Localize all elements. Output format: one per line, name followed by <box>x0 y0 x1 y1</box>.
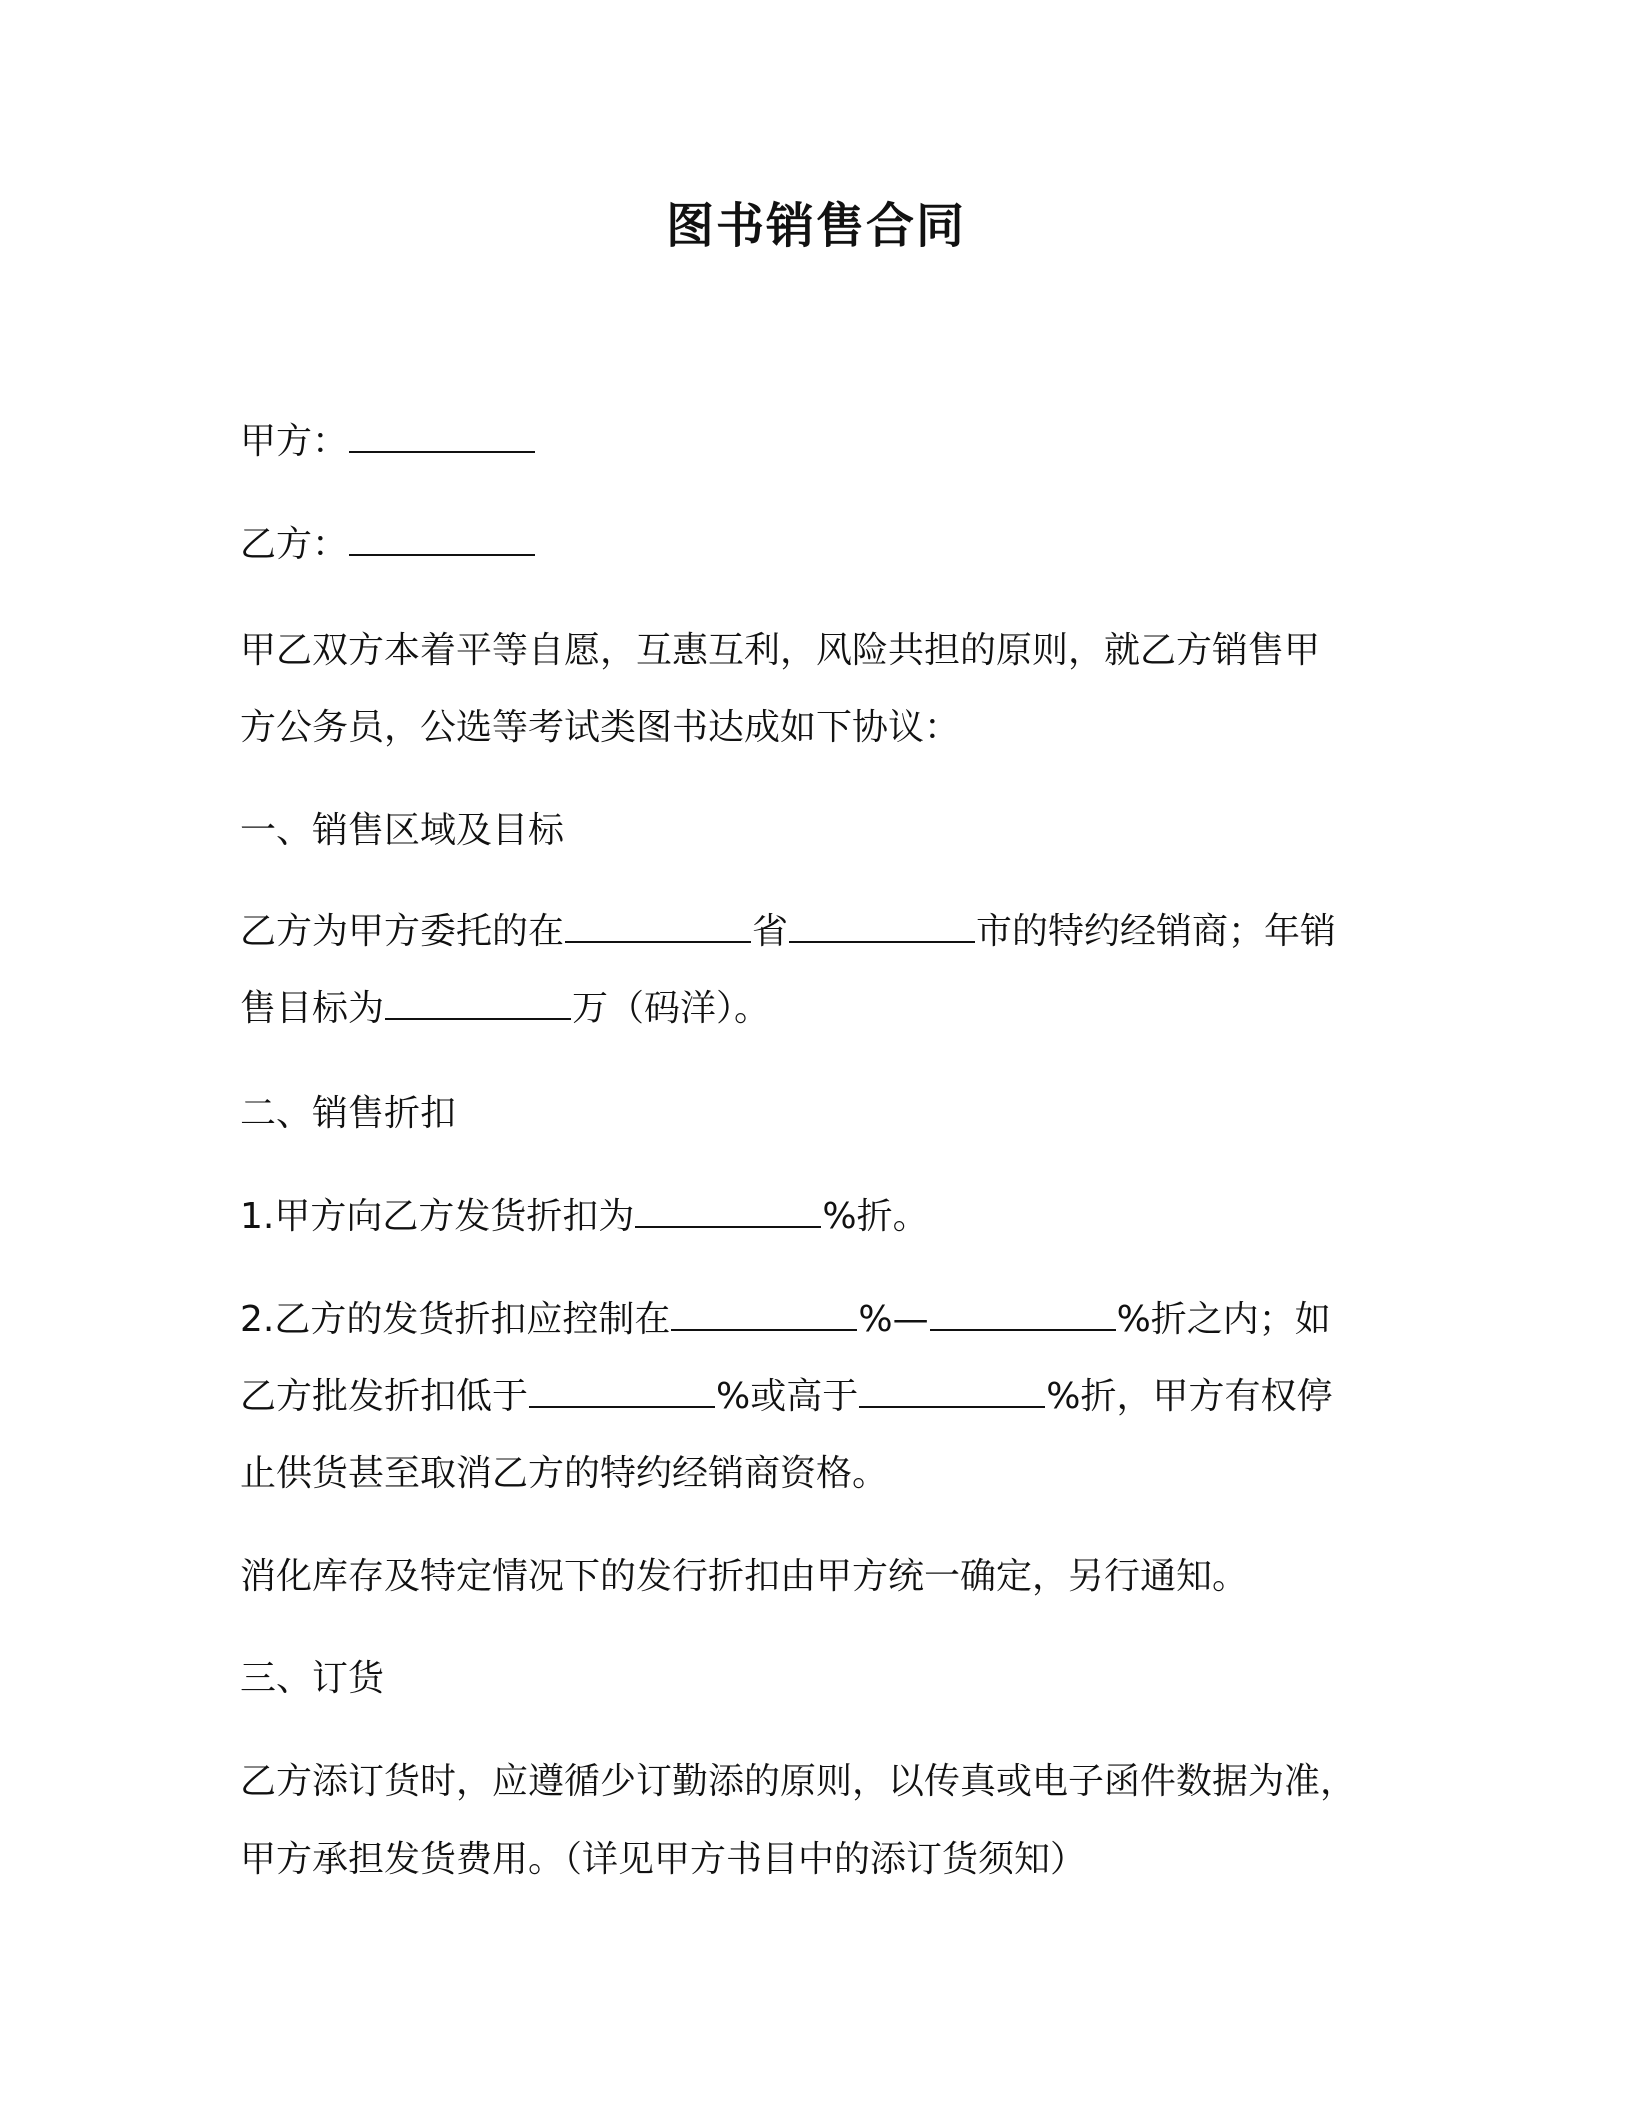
section-2-item-2-line-3: 止供货甚至取消乙方的特约经销商资格。 <box>240 1453 889 1494</box>
party-a-label: 甲方： <box>240 421 349 462</box>
intro-line-2: 方公务员，公选等考试类图书达成如下协议： <box>240 707 961 748</box>
s2-item2-text-e: %或高于 <box>716 1376 859 1417</box>
party-a-blank <box>349 421 535 453</box>
s2-item1-text-a: 1.甲方向乙方发货折扣为 <box>240 1196 635 1237</box>
party-b-blank <box>349 524 535 556</box>
discount-blank <box>635 1196 821 1228</box>
s2-item2-text-d: 乙方批发折扣低于 <box>240 1376 529 1417</box>
discount-min-blank <box>671 1299 857 1331</box>
s2-item1-text-b: %折。 <box>822 1196 929 1237</box>
s1-text-a: 乙方为甲方委托的在 <box>240 911 565 952</box>
section-3-heading: 三、订货 <box>240 1658 385 1699</box>
s2-item2-text-a: 2.乙方的发货折扣应控制在 <box>240 1299 671 1340</box>
section-2-item-1 <box>240 1193 929 1241</box>
s2-item2-text-c: %折之内；如 <box>1116 1299 1331 1340</box>
s1-text-b: 省 <box>752 911 789 952</box>
s2-item2-text-b: %— <box>858 1299 929 1340</box>
party-b-line <box>240 521 536 569</box>
s1-text-e: 万（码洋）。 <box>572 988 771 1029</box>
document-title: 图书销售合同 <box>665 198 966 254</box>
section-1-line-1 <box>240 908 1336 956</box>
section-2-heading: 二、销售折扣 <box>240 1093 457 1134</box>
s1-text-c: 市的特约经销商；年销 <box>976 911 1337 952</box>
province-blank <box>565 911 751 943</box>
section-2-note: 消化库存及特定情况下的发行折扣由甲方统一确定，另行通知。 <box>240 1556 1249 1597</box>
section-2-item-2-line-2 <box>240 1373 1332 1421</box>
section-3-line-1: 乙方添订货时，应遵循少订勤添的原则，以传真或电子函件数据为准， <box>240 1761 1357 1802</box>
section-1-heading: 一、销售区域及目标 <box>240 810 565 851</box>
s2-item2-text-f: %折，甲方有权停 <box>1046 1376 1333 1417</box>
wholesale-low-blank <box>529 1376 715 1408</box>
wholesale-high-blank <box>859 1376 1045 1408</box>
section-1-line-2 <box>240 985 770 1033</box>
city-blank <box>789 911 975 943</box>
section-3-line-2: 甲方承担发货费用。（详见甲方书目中的添订货须知） <box>240 1839 1087 1880</box>
section-2-item-2-line-1 <box>240 1296 1331 1344</box>
party-b-label: 乙方： <box>240 524 349 565</box>
intro-line-1: 甲乙双方本着平等自愿，互惠互利，风险共担的原则，就乙方销售甲 <box>240 630 1321 671</box>
s1-text-d: 售目标为 <box>240 988 385 1029</box>
sales-target-blank <box>385 988 571 1020</box>
discount-max-blank <box>930 1299 1116 1331</box>
party-a-line <box>240 418 536 466</box>
